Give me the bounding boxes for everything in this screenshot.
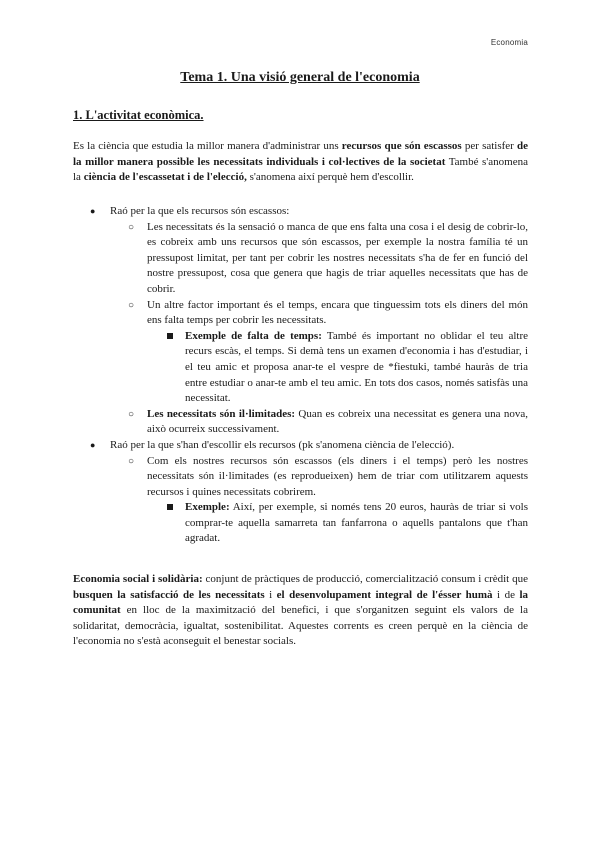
header-subject: Economia <box>490 38 528 47</box>
bullet-dot-icon: ● <box>90 206 96 216</box>
social-bold-3: la comunitat <box>73 588 528 617</box>
example-item <box>147 329 528 407</box>
intro-text-1: Es la ciència que estudia la millor manera d'administrar uns <box>73 140 342 152</box>
sub-item-text: Les necessitats és la sensació o manca de que ens falta una cosa i el desig de cobrir-lo, es cobreix amb uns recursos que són escassos, per exemple la nostra família té un pressupost limitat, per tant per cobrir les nostres necessitats s'ha de fer en funció del nostre pressupost, cosa que genera que hagis de triar aquelles necessitats que has de cobrir. <box>147 220 528 295</box>
list-item <box>73 204 528 438</box>
social-economy-paragraph <box>73 572 528 650</box>
sub-list-item <box>110 454 528 548</box>
sub-sub-list <box>147 329 528 407</box>
main-list <box>73 204 528 547</box>
intro-text-2: per satisfer <box>461 140 517 152</box>
sub-list-item <box>110 407 528 438</box>
bullet-circle-icon: ○ <box>128 408 135 420</box>
social-bold-2: el desenvolupament integral de l'ésser humà <box>276 588 493 601</box>
social-text-2: i <box>264 588 277 601</box>
sub-sub-list <box>147 500 528 547</box>
page-title: Tema 1. Una visió general de l'economia <box>180 70 420 85</box>
example-item <box>147 500 528 547</box>
intro-bold-1: recursos que són escassos <box>341 140 462 152</box>
social-bold-1: busquen la satisfacció de les necessitats <box>73 588 265 601</box>
bullet-circle-icon: ○ <box>128 221 135 233</box>
intro-text-3: També s'anomena la <box>73 155 528 184</box>
list-item-text: Raó per la que els recursos són escassos: <box>110 205 290 217</box>
sub-item-label: Les necessitats són il·limitades: <box>147 407 296 420</box>
example-text: També és important no oblidar el teu altre recurs escàs, el temps. Si demà tens un examen d'economia i has d'estudiar, i el teu amic et proposa anar-te el vespre de *fiestuki, també hauràs de tria entre estudiar o anar-te amb el teu amic. En tots dos casos, només satisfàs una necessitat. <box>185 329 528 405</box>
example-label: Exemple: <box>185 501 230 514</box>
section-heading: 1. L'activitat econòmica. <box>73 108 204 122</box>
intro-bold-2: de la millor manera possible les necessitats individuals i col·lectives de la societat <box>73 140 528 168</box>
bullet-circle-icon: ○ <box>128 299 135 311</box>
bullet-square-icon <box>167 333 173 339</box>
sub-list <box>110 220 528 438</box>
list-item-text: Raó per la que s'han d'escollir els recursos (pk s'anomena ciència de l'elecció). <box>110 438 455 451</box>
social-text-3: i de <box>492 588 520 601</box>
sub-list-item <box>110 298 528 407</box>
sub-list-item <box>110 220 528 298</box>
example-label: Exemple de falta de temps: <box>185 329 322 342</box>
list-item <box>73 438 528 547</box>
sub-item-text: Com els nostres recursos són escassos (els diners i el temps) però les nostres necessitats són il·limitades (es reprodueixen) hem de triar com utilitzarem aquests recursos i quines necessitats cobrirem. <box>147 454 528 498</box>
bullet-dot-icon: ● <box>90 439 96 450</box>
sub-item-text: Quan es cobreix una necessitat es genera una nova, això ocurreix successivament. <box>147 407 529 436</box>
intro-text-4: s'anomena així perquè hem d'escollir. <box>246 171 414 184</box>
intro-paragraph <box>73 139 528 186</box>
social-text-4: en lloc de la maximització del benefici, i que s'organitzen seguint els valors de la solidaritat, democràcia, igualtat, sostenibilitat. Aquestes corrents es creen perquè en la ciència de l'economia no s'està aconseguit el benestar socials. <box>73 604 528 648</box>
bullet-square-icon <box>167 504 173 510</box>
sub-list <box>110 454 528 548</box>
sub-item-text: Un altre factor important és el temps, encara que tinguessim tots els diners del món ens falta temps per cobrir les necessitats. <box>147 298 528 327</box>
social-label: Economia social i solidària: <box>73 573 203 585</box>
intro-bold-3: ciència de l'escassetat i de l'elecció, <box>83 171 247 184</box>
example-text: Així, per exemple, si només tens 20 euros, hauràs de triar si vols comprar-te aquella samarreta tan fanfarrona o aquells pantalons que t'han agradat. <box>185 501 528 545</box>
bullet-circle-icon: ○ <box>128 455 135 467</box>
social-text-1: conjunt de pràctiques de producció, comercialització consum i crèdit que <box>202 573 528 585</box>
